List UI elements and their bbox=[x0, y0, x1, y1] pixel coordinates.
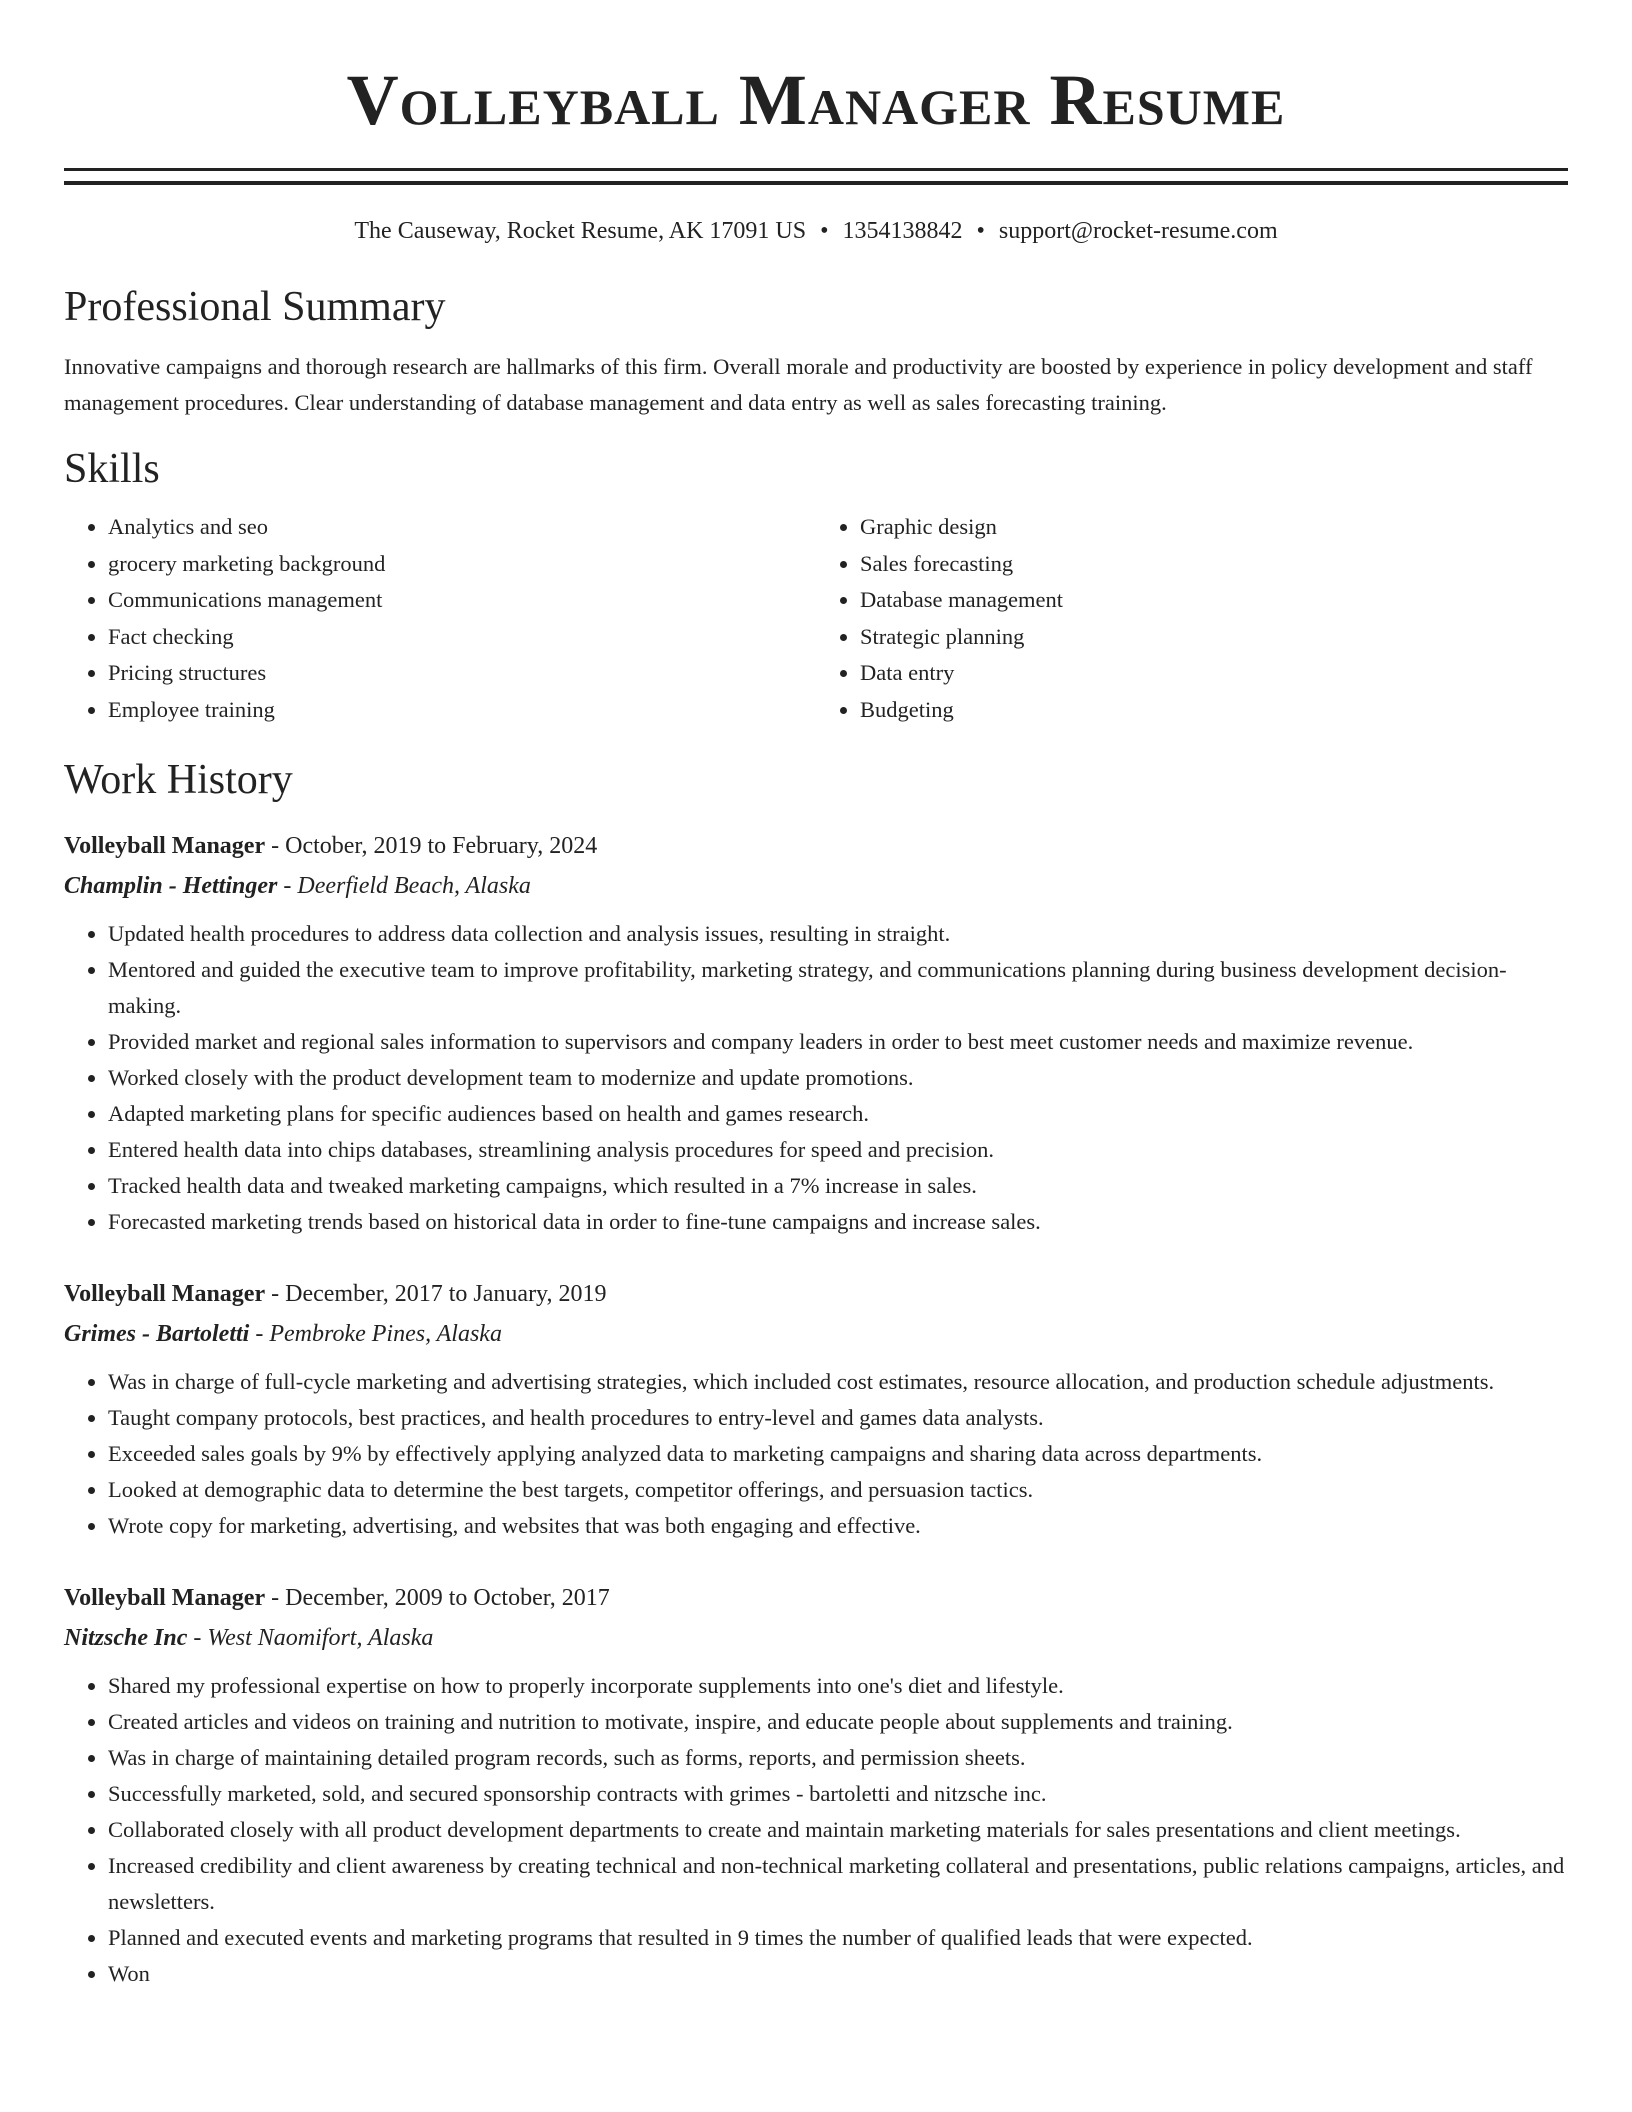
job-dash: - bbox=[265, 1585, 286, 1611]
work-history-heading: Work History bbox=[64, 757, 293, 803]
job-dash: - bbox=[265, 833, 286, 859]
job-role: Volleyball Manager bbox=[64, 1281, 266, 1307]
job-company-line bbox=[64, 866, 1568, 906]
job-bullets bbox=[64, 916, 1568, 1240]
job-bullets bbox=[64, 1668, 1568, 1992]
title-divider bbox=[64, 168, 1568, 185]
job-header bbox=[64, 1274, 1568, 1314]
job-header bbox=[64, 1578, 1568, 1618]
job-bullet: • Tracked health data and tweaked marketing campaigns, which resulted in a 7% increase in sales. bbox=[108, 1168, 1568, 1204]
job-bullet: • Taught company protocols, best practices, and health procedures to entry-level and games data analysts. bbox=[108, 1400, 1568, 1436]
job-entry bbox=[64, 826, 1568, 1240]
job-entry bbox=[64, 1578, 1568, 1992]
job-company: Nitzsche Inc bbox=[64, 1625, 188, 1651]
skill-item: • Pricing structures bbox=[108, 655, 816, 692]
job-bullets bbox=[64, 1364, 1568, 1544]
job-entry bbox=[64, 1274, 1568, 1544]
job-header bbox=[64, 826, 1568, 866]
job-company: Grimes - Bartoletti bbox=[64, 1321, 250, 1347]
job-location: Pembroke Pines, Alaska bbox=[269, 1321, 502, 1347]
job-bullet: • Was in charge of maintaining detailed program records, such as forms, reports, and permission sheets. bbox=[108, 1740, 1568, 1776]
job-bullet: • Planned and executed events and marketing programs that resulted in 9 times the number of qualified leads that were expected. bbox=[108, 1920, 1568, 1956]
job-location: Deerfield Beach, Alaska bbox=[297, 873, 531, 899]
job-dash: - bbox=[277, 873, 298, 899]
job-company-line bbox=[64, 1618, 1568, 1658]
job-dates: October, 2019 to February, 2024 bbox=[285, 833, 598, 859]
skill-item: • Data entry bbox=[860, 655, 1568, 692]
skill-item: • Graphic design bbox=[860, 509, 1568, 546]
job-bullet: • Exceeded sales goals by 9% by effectively applying analyzed data to marketing campaigns and sharing data across departments. bbox=[108, 1436, 1568, 1472]
contact-separator: • bbox=[976, 218, 985, 244]
contact-address: The Causeway, Rocket Resume, AK 17091 US bbox=[354, 218, 807, 244]
skill-item: • Fact checking bbox=[108, 619, 816, 656]
job-bullet: • Entered health data into chips databases, streamlining analysis procedures for speed and precision. bbox=[108, 1132, 1568, 1168]
job-dash: - bbox=[187, 1625, 208, 1651]
job-location: West Naomifort, Alaska bbox=[207, 1625, 434, 1651]
skill-item: • grocery marketing background bbox=[108, 546, 816, 583]
job-bullet: • Provided market and regional sales information to supervisors and company leaders in order to best meet customer needs and maximize revenue. bbox=[108, 1024, 1568, 1060]
skill-item: • Database management bbox=[860, 582, 1568, 619]
skill-item: • Strategic planning bbox=[860, 619, 1568, 656]
job-bullet: • Looked at demographic data to determine the best targets, competitor offerings, and persuasion tactics. bbox=[108, 1472, 1568, 1508]
job-bullet: • Collaborated closely with all product development departments to create and maintain marketing materials for sales presentations and client meetings. bbox=[108, 1812, 1568, 1848]
job-bullet: • Created articles and videos on training and nutrition to motivate, inspire, and educate people about supplements and training. bbox=[108, 1704, 1568, 1740]
job-bullet: • Updated health procedures to address data collection and analysis issues, resulting in straight. bbox=[108, 916, 1568, 952]
contact-line bbox=[64, 215, 1568, 247]
job-bullet: • Mentored and guided the executive team to improve profitability, marketing strategy, and communications planning during business development decision-making. bbox=[108, 952, 1568, 1024]
job-bullet: • Worked closely with the product development team to modernize and update promotions. bbox=[108, 1060, 1568, 1096]
skills-list bbox=[64, 509, 1568, 728]
job-company-line bbox=[64, 1314, 1568, 1354]
job-bullet: • Wrote copy for marketing, advertising, and websites that was both engaging and effective. bbox=[108, 1508, 1568, 1544]
job-dash: - bbox=[249, 1321, 270, 1347]
contact-phone: 1354138842 bbox=[842, 218, 963, 244]
job-dates: December, 2017 to January, 2019 bbox=[285, 1281, 607, 1307]
summary-text: Innovative campaigns and thorough research are hallmarks of this firm. Overall morale and productivity are boosted by experience in policy development and staff management procedures. Clear understanding of database management and data entry as well as sales forecasting training. bbox=[64, 354, 1533, 415]
job-role: Volleyball Manager bbox=[64, 1585, 266, 1611]
contact-separator: • bbox=[820, 218, 829, 244]
job-bullet: • Forecasted marketing trends based on historical data in order to fine-tune campaigns and increase sales. bbox=[108, 1204, 1568, 1240]
job-bullet: • Adapted marketing plans for specific audiences based on health and games research. bbox=[108, 1096, 1568, 1132]
job-bullet: • Increased credibility and client awareness by creating technical and non-technical marketing collateral and presentations, public relations campaigns, articles, and newsletters. bbox=[108, 1848, 1568, 1920]
job-company: Champlin - Hettinger bbox=[64, 873, 278, 899]
job-bullet: • Successfully marketed, sold, and secured sponsorship contracts with grimes - bartoletti and nitzsche inc. bbox=[108, 1776, 1568, 1812]
skill-item: • Employee training bbox=[108, 692, 816, 729]
skill-item: • Analytics and seo bbox=[108, 509, 816, 546]
job-bullet: • Was in charge of full-cycle marketing and advertising strategies, which included cost estimates, resource allocation, and production schedule adjustments. bbox=[108, 1364, 1568, 1400]
resume-title: Volleyball Manager Resume bbox=[346, 60, 1286, 140]
skill-item: • Communications management bbox=[108, 582, 816, 619]
skills-heading: Skills bbox=[64, 446, 160, 492]
job-role: Volleyball Manager bbox=[64, 833, 266, 859]
job-bullet: • Won bbox=[108, 1956, 1568, 1992]
skill-item: • Budgeting bbox=[860, 692, 1568, 729]
summary-heading: Professional Summary bbox=[64, 284, 446, 330]
skills-column-left bbox=[64, 509, 816, 728]
skill-item: • Sales forecasting bbox=[860, 546, 1568, 583]
job-bullet: • Shared my professional expertise on how to properly incorporate supplements into one's diet and lifestyle. bbox=[108, 1668, 1568, 1704]
job-dash: - bbox=[265, 1281, 286, 1307]
job-dates: December, 2009 to October, 2017 bbox=[285, 1585, 610, 1611]
skills-column-right bbox=[816, 509, 1568, 728]
contact-email: support@rocket-resume.com bbox=[998, 218, 1278, 244]
